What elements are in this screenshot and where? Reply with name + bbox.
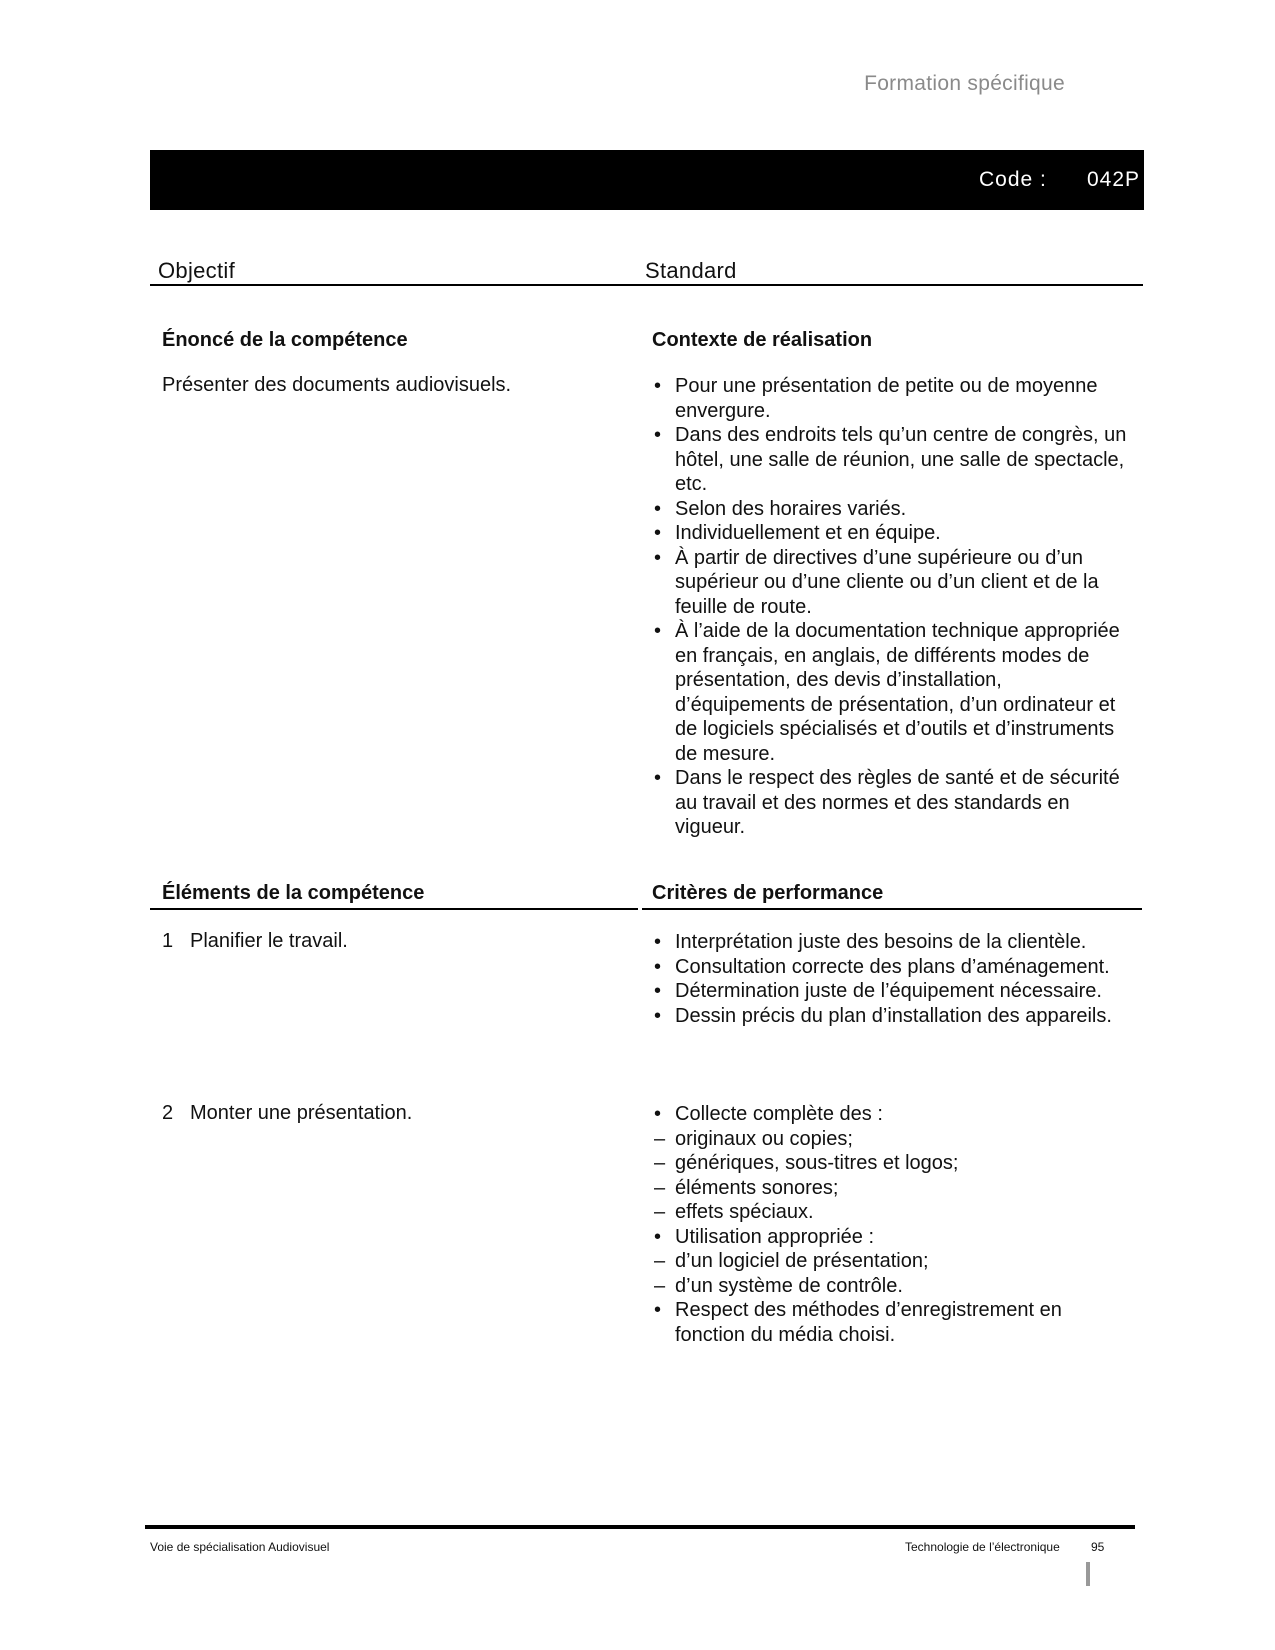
list-item: • Dans le respect des règles de santé et de sécurité au travail et des normes et des standards en vigueur. [652, 766, 1132, 840]
sub-list-item: – éléments sonores; [652, 1176, 1132, 1201]
sub-list-item: – d’un système de contrôle. [652, 1274, 1132, 1299]
criteres-group-1 [652, 930, 1132, 1028]
sub-list-item: – génériques, sous-titres et logos; [652, 1151, 1132, 1176]
footer-marker [1086, 1562, 1090, 1586]
list-item: • Selon des horaires variés. [652, 497, 1132, 522]
code-label: Code : [979, 168, 1047, 191]
footer-left: Voie de spécialisation Audiovisuel [150, 1540, 330, 1554]
element-number: 2 [162, 1102, 174, 1124]
footer-right: Technologie de l’électronique [905, 1540, 1060, 1554]
contexte-title: Contexte de réalisation [652, 329, 873, 351]
list-item: • À partir de directives d’une supérieure ou d’un supérieur ou d’une cliente ou d’un client et de la feuille de route. [652, 546, 1132, 620]
list-item: • Pour une présentation de petite ou de moyenne envergure. [652, 374, 1132, 423]
running-header: Formation spécifique [864, 72, 1065, 95]
footer-rule [145, 1525, 1135, 1529]
element-text: Planifier le travail. [190, 930, 348, 952]
element-item-2 [162, 1101, 412, 1126]
list-item: • Détermination juste de l’équipement nécessaire. [652, 979, 1132, 1004]
code-banner [150, 150, 1144, 210]
criteres-title: Critères de performance [652, 882, 884, 904]
sub-list-item: – d’un logiciel de présentation; [652, 1249, 1132, 1274]
criteres-group-2 [652, 1102, 1132, 1347]
sub-list-item: – originaux ou copies; [652, 1127, 1132, 1152]
element-item-1 [162, 929, 348, 954]
list-item: • Dans des endroits tels qu’un centre de congrès, un hôtel, une salle de réunion, une salle de spectacle, etc. [652, 423, 1132, 497]
list-item: • Interprétation juste des besoins de la clientèle. [652, 930, 1132, 955]
list-item: • Respect des méthodes d’enregistrement en fonction du média choisi. [652, 1298, 1132, 1347]
sub-list [652, 1249, 1132, 1298]
elements-title: Éléments de la compétence [162, 882, 425, 904]
code-value: 042P [1087, 168, 1141, 191]
column-heading-standard: Standard [645, 258, 737, 283]
sub-list-item: – effets spéciaux. [652, 1200, 1132, 1225]
enonce-title: Énoncé de la compétence [162, 329, 408, 351]
enonce-text: Présenter des documents audiovisuels. [162, 374, 512, 396]
column-heading-objectif: Objectif [158, 258, 235, 283]
list-item: • Consultation correcte des plans d’aménagement. [652, 955, 1132, 980]
sub-list [652, 1127, 1132, 1225]
column-heading-rule [150, 284, 1143, 286]
list-item: • Collecte complète des : – originaux ou copies; – génériques, sous-titres et logos; – éléments sonores; – effets spéciaux. [652, 1102, 1132, 1225]
contexte-list [652, 374, 1132, 840]
element-number: 1 [162, 930, 174, 952]
list-item: • Utilisation appropriée : – d’un logiciel de présentation; – d’un système de contrôle. [652, 1225, 1132, 1299]
element-text: Monter une présentation. [190, 1102, 413, 1124]
elements-rule [150, 908, 638, 910]
list-item: • Individuellement et en équipe. [652, 521, 1132, 546]
list-item: • Dessin précis du plan d’installation des appareils. [652, 1004, 1132, 1029]
page-number: 95 [1091, 1540, 1105, 1554]
list-item: • À l’aide de la documentation technique appropriée en français, en anglais, de différents modes de présentation, des devis d’installation, d’équipements de présentation, d’un ordinateur et de logiciels spécialisés et d’outils et d’instruments de mesure. [652, 619, 1132, 766]
criteres-rule [642, 908, 1142, 910]
